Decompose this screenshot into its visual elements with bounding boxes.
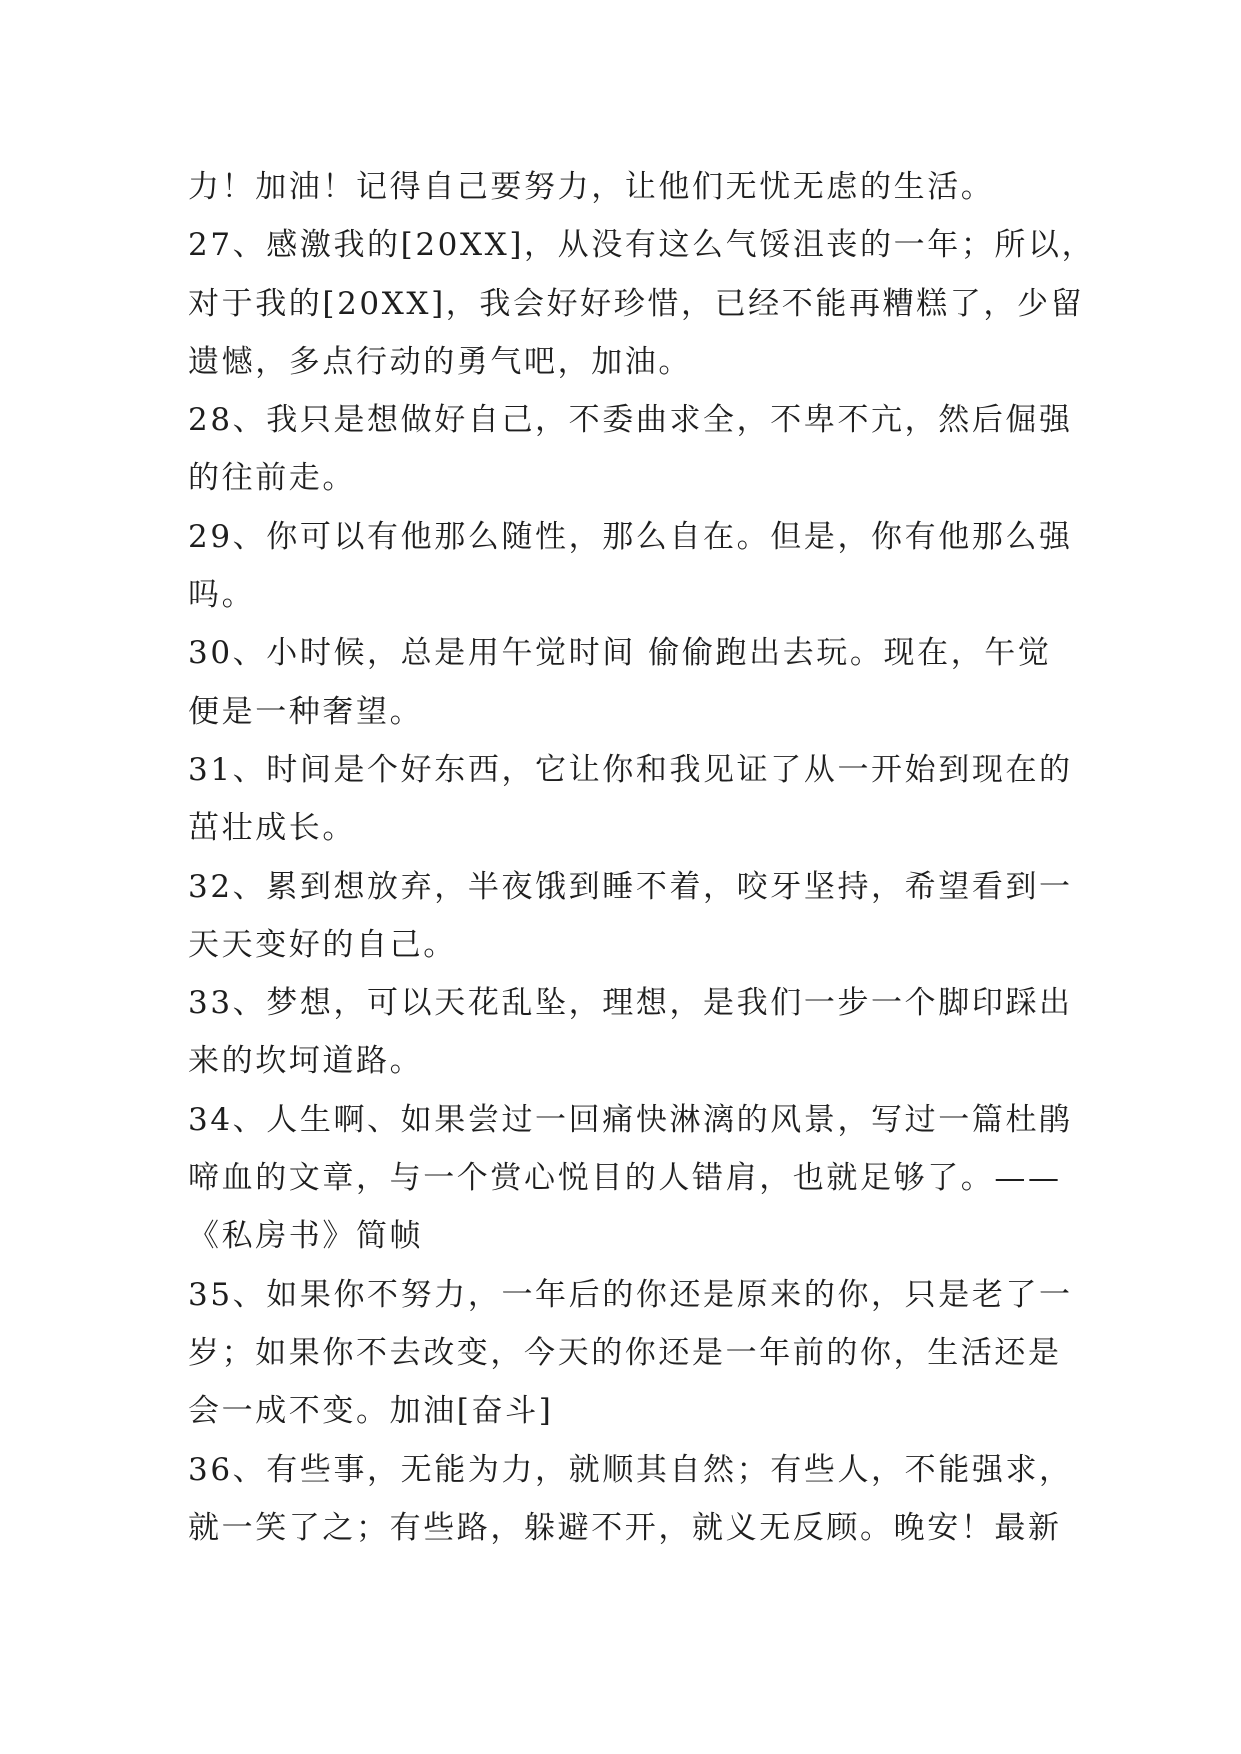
text-line: 《私房书》简帧: [188, 1218, 424, 1255]
text-line: 就一笑了之；有些路，躲避不开，就义无反顾。晚安！最新: [188, 1509, 1062, 1546]
text-line: 天天变好的自己。: [188, 926, 457, 963]
text-line: 会一成不变。加油[奋斗]: [188, 1393, 554, 1430]
text-line: 34、人生啊、如果尝过一回痛快淋漓的风景，写过一篇杜鹃: [188, 1101, 1073, 1138]
text-line: 啼血的文章，与一个赏心悦目的人错肩，也就足够了。——: [188, 1160, 1062, 1197]
text-line: 27、感激我的[20XX]，从没有这么气馁沮丧的一年；所以，: [188, 227, 1096, 264]
text-line: 对于我的[20XX]，我会好好珍惜，已经不能再糟糕了，少留: [188, 285, 1085, 322]
text-line: 30、小时候，总是用午觉时间 偷偷跑出去玩。现在，午觉: [188, 635, 1052, 672]
text-line: 33、梦想，可以天花乱坠，理想，是我们一步一个脚印踩出: [188, 985, 1073, 1022]
text-line: 31、时间是个好东西，它让你和我见证了从一开始到现在的: [188, 751, 1073, 788]
text-line: 32、累到想放弃，半夜饿到睡不着，咬牙坚持，希望看到一: [188, 868, 1073, 905]
text-line: 岁；如果你不去改变，今天的你还是一年前的你，生活还是: [188, 1334, 1062, 1371]
text-line: 来的坎坷道路。: [188, 1043, 424, 1080]
text-line: 力！加油！记得自己要努力，让他们无忧无虑的生活。: [188, 169, 995, 205]
document-body: [188, 158, 1096, 1557]
text-line: 吗。: [188, 577, 256, 614]
text-line: 29、你可以有他那么随性，那么自在。但是，你有他那么强: [188, 518, 1073, 555]
text-line: 36、有些事，无能为力，就顺其自然；有些人，不能强求，: [188, 1451, 1073, 1488]
text-line: 的往前走。: [188, 460, 356, 497]
text-line: 便是一种奢望。: [188, 693, 424, 730]
text-line: 茁壮成长。: [188, 810, 356, 847]
text-line: 28、我只是想做好自己，不委曲求全，不卑不亢，然后倔强: [188, 402, 1073, 439]
text-line: 35、如果你不努力，一年后的你还是原来的你，只是老了一: [188, 1276, 1073, 1313]
text-line: 遗憾，多点行动的勇气吧，加油。: [188, 343, 692, 380]
